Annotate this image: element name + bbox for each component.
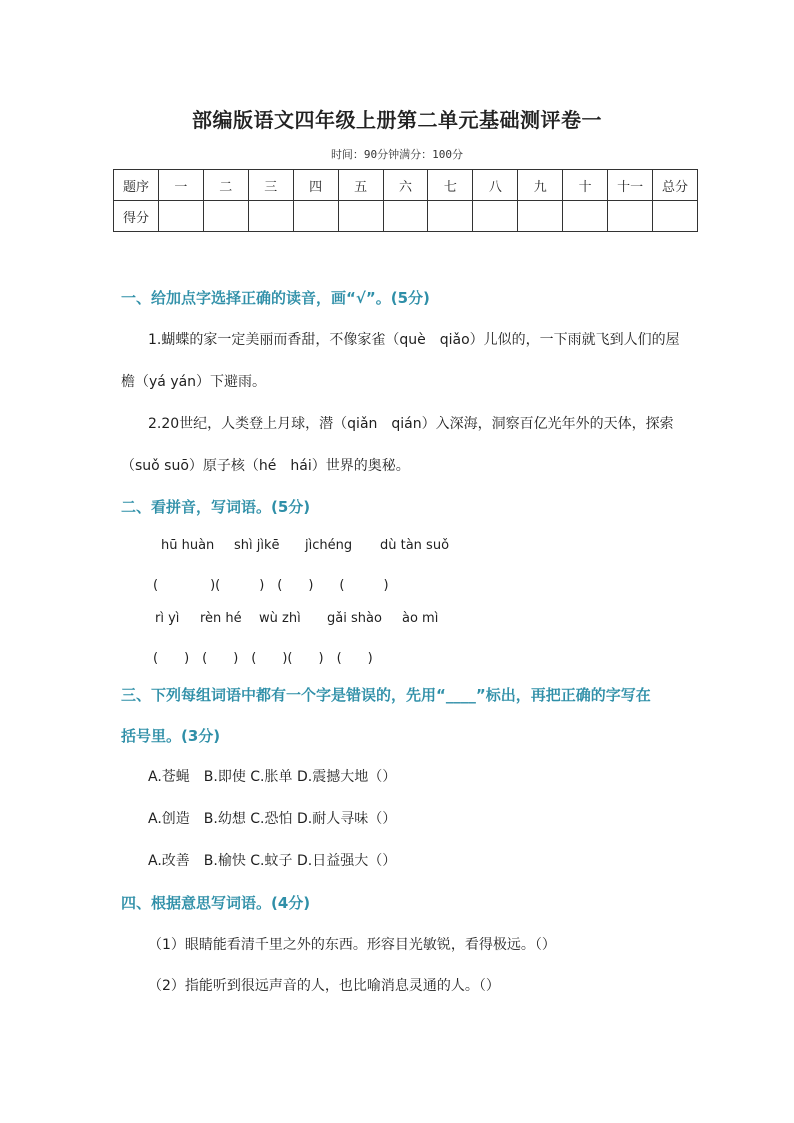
question-1-line-1: 1.蝴蝶的家一定美丽而香甜，不像家雀（què qiǎo）儿似的，一下雨就飞到人们的屋	[148, 332, 680, 348]
score-header-cell: 八	[473, 170, 518, 201]
question-1-line-2: 檐（yá yán）下避雨。	[121, 374, 267, 390]
score-input-cell[interactable]	[203, 201, 248, 232]
definition-item: （1）眼睛能看清千里之外的东西。形容目光敏锐，看得极远。（）	[148, 937, 556, 953]
definition-item: （2）指能听到很远声音的人，也比喻消息灵通的人。（）	[148, 978, 500, 994]
score-header-cell: 六	[383, 170, 428, 201]
score-table-header-row	[114, 170, 698, 201]
pinyin-item: wù zhì	[259, 611, 301, 626]
score-input-cell[interactable]	[563, 201, 608, 232]
score-header-cell: 十一	[608, 170, 653, 201]
score-header-cell: 题序	[114, 170, 159, 201]
pinyin-item: rì yì	[155, 611, 180, 626]
pinyin-item: hū huàn	[161, 538, 215, 553]
section-1-heading: 一、给加点字选择正确的读音，画“√”。(5分)	[121, 289, 430, 307]
score-input-cell[interactable]	[653, 201, 698, 232]
pinyin-item: rèn hé	[200, 611, 242, 626]
choice-item: A.苍蝇 B.即使 C.胀单 D.震撼大地（）	[148, 769, 397, 785]
section-3-heading-line-2: 括号里。(3分)	[121, 727, 221, 745]
pinyin-item: jìchéng	[305, 538, 353, 553]
score-header-cell: 三	[248, 170, 293, 201]
score-header-cell: 九	[518, 170, 563, 201]
pinyin-item: dù tàn suǒ	[380, 538, 450, 553]
exam-time-and-score: 时间：90分钟满分：100分	[330, 148, 464, 161]
answer-blanks-row-2[interactable]: ( ) ( ) ( )( ) ( )	[153, 651, 373, 666]
pinyin-item: ào mì	[402, 611, 439, 626]
pinyin-item: shì jìkē	[234, 538, 280, 553]
score-table-score-row	[114, 201, 698, 232]
score-header-cell: 总分	[653, 170, 698, 201]
section-4-heading: 四、根据意思写词语。(4分)	[121, 894, 311, 912]
score-header-cell: 七	[428, 170, 473, 201]
score-input-cell[interactable]	[473, 201, 518, 232]
question-2-line-1: 2.20世纪，人类登上月球，潜（qiǎn qián）入深海，洞察百亿光年外的天体，探索	[148, 416, 674, 432]
score-header-cell: 五	[338, 170, 383, 201]
choice-item: A.改善 B.榆快 C.蚊子 D.日益强大（）	[148, 853, 397, 869]
answer-blanks-row-1[interactable]: ( )( ) ( ) ( )	[153, 578, 389, 593]
score-header-cell: 四	[293, 170, 338, 201]
pinyin-item: gǎi shào	[327, 611, 382, 626]
score-input-cell[interactable]	[158, 201, 203, 232]
score-input-cell[interactable]	[608, 201, 653, 232]
score-input-cell[interactable]	[338, 201, 383, 232]
score-input-cell[interactable]	[293, 201, 338, 232]
score-table	[113, 169, 698, 232]
score-header-cell: 二	[203, 170, 248, 201]
score-header-cell: 一	[158, 170, 203, 201]
question-2-line-2: （suǒ suō）原子核（hé hái）世界的奥秘。	[121, 458, 410, 474]
score-input-cell[interactable]	[248, 201, 293, 232]
score-input-cell[interactable]	[383, 201, 428, 232]
score-input-cell[interactable]	[428, 201, 473, 232]
score-row-label: 得分	[114, 201, 159, 232]
page-title: 部编版语文四年级上册第二单元基础测评卷一	[192, 108, 602, 132]
score-header-cell: 十	[563, 170, 608, 201]
choice-item: A.创造 B.幼想 C.恐怕 D.耐人寻味（）	[148, 811, 397, 827]
score-input-cell[interactable]	[518, 201, 563, 232]
section-2-heading: 二、看拼音，写词语。(5分)	[121, 498, 311, 516]
section-3-heading-line-1: 三、下列每组词语中都有一个字是错误的，先用“____”标出，再把正确的字写在	[121, 686, 651, 704]
